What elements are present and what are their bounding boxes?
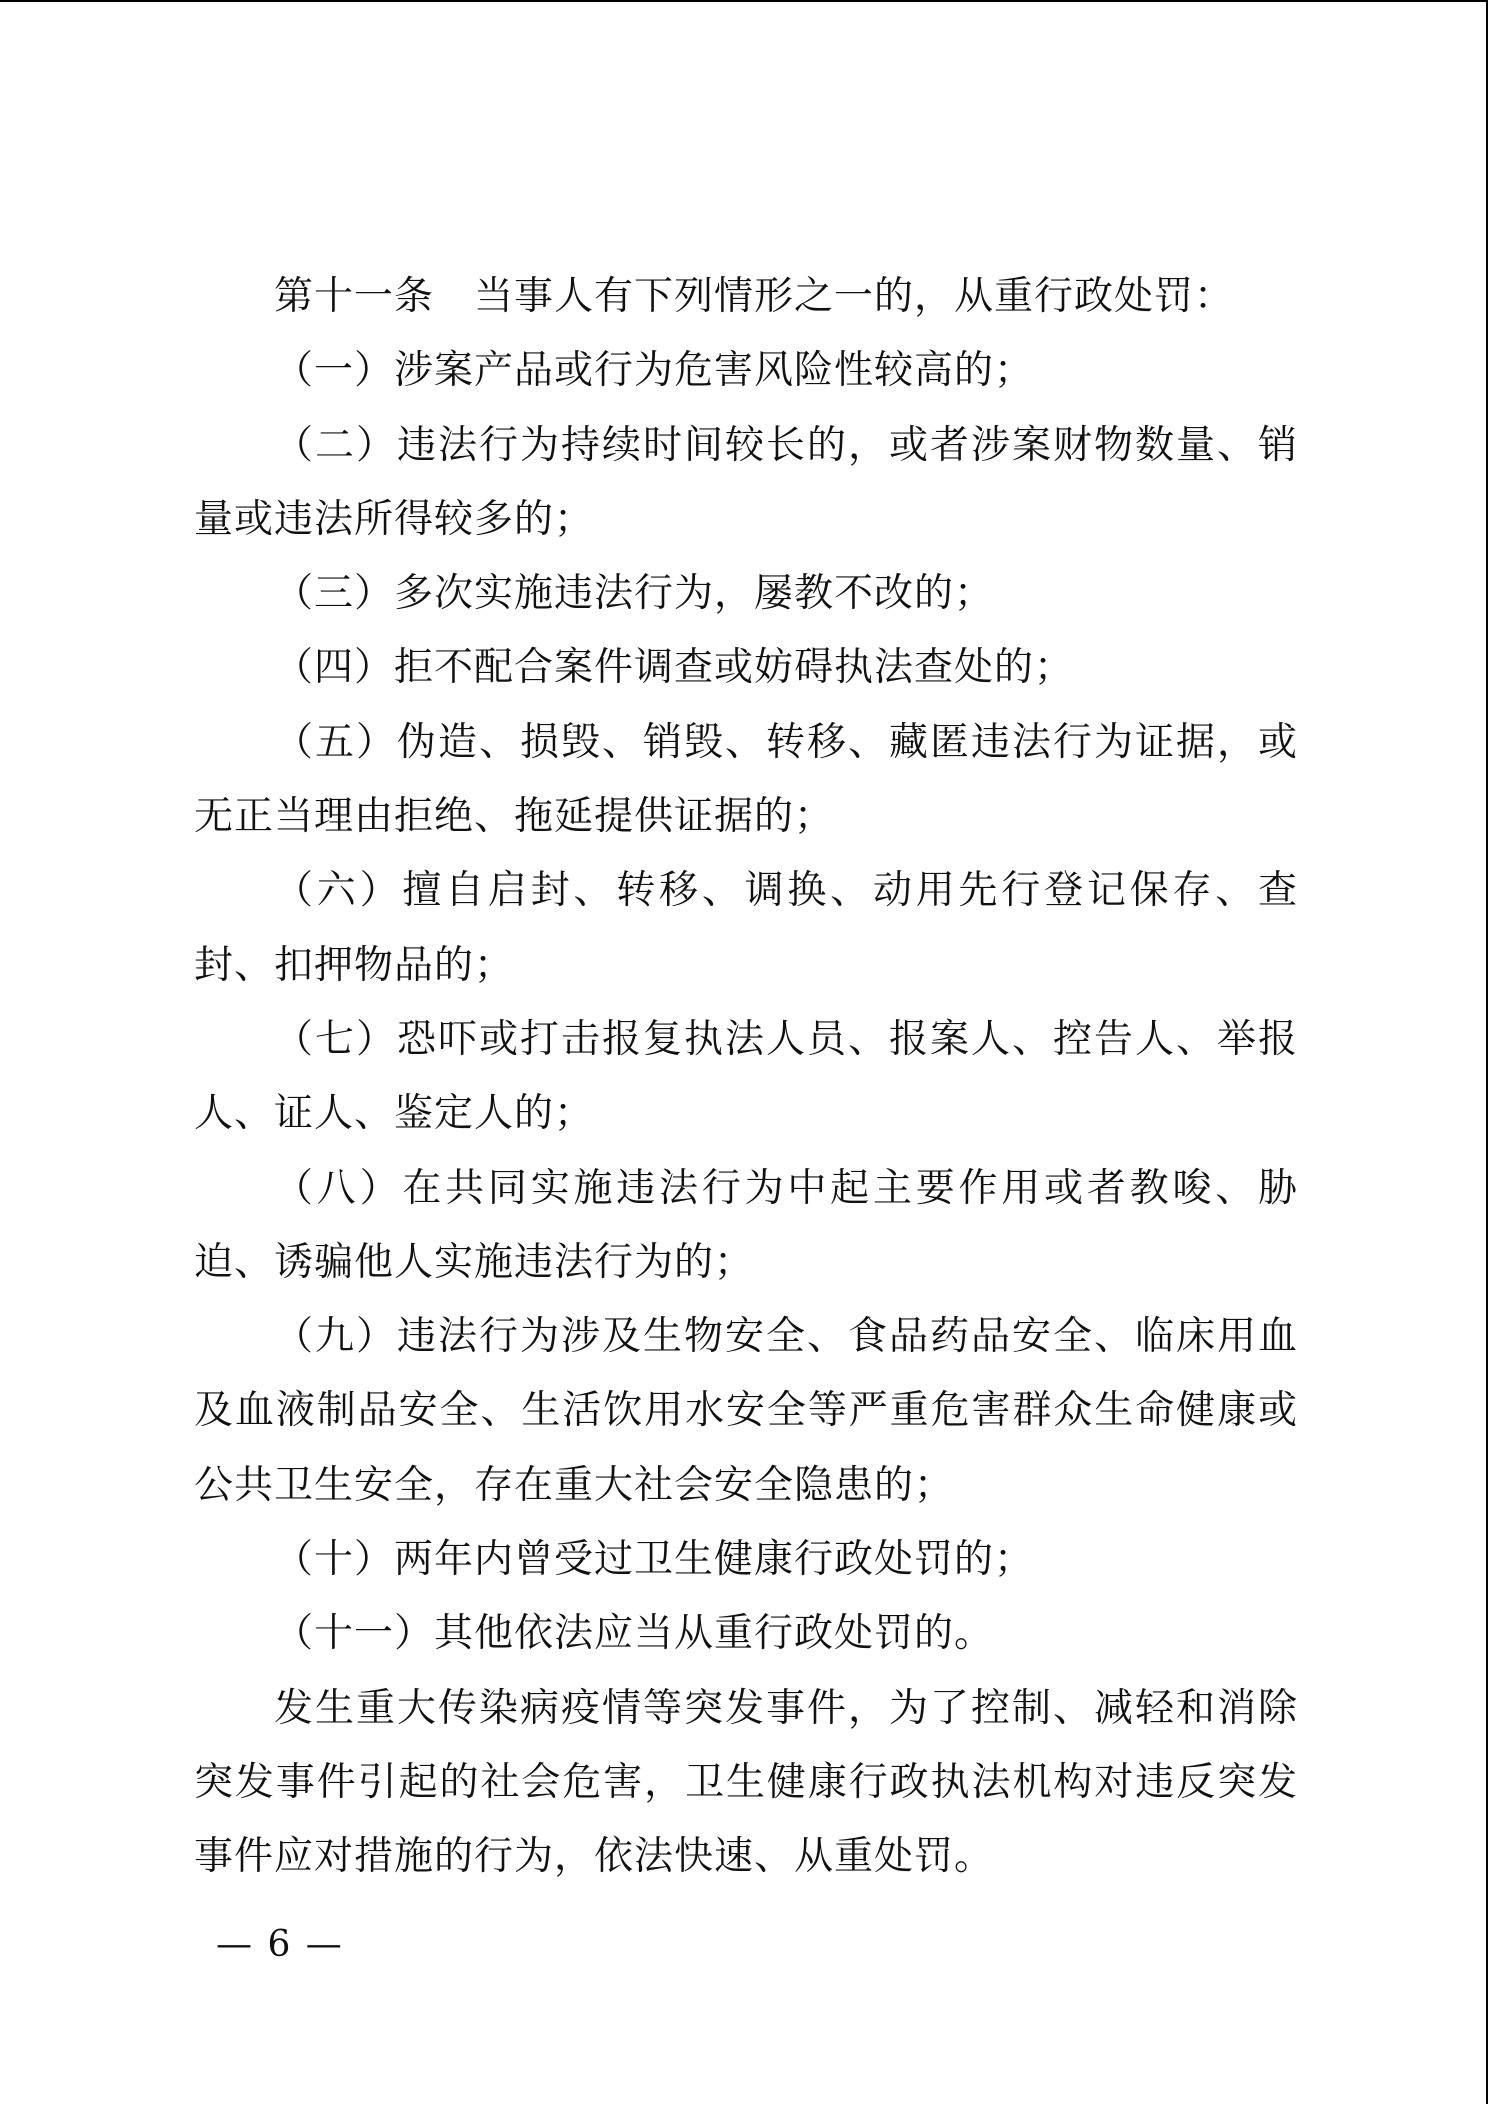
article-intro: 当事人有下列情形之一的，从重行政处罚： (474, 274, 1235, 319)
document-body (194, 260, 1298, 1895)
article-number: 第十一条 (274, 274, 435, 319)
list-item: （六）擅自启封、转移、调换、动用先行登记保存、查封、扣押物品的； (194, 868, 1298, 988)
list-item: （十）两年内曾受过卫生健康行政处罚的； (274, 1537, 1035, 1583)
list-item: （八）在共同实施违法行为中起主要作用或者教唆、胁迫、诱骗他人实施违法行为的； (194, 1165, 1298, 1285)
list-item: （十一）其他依法应当从重行政处罚的。 (274, 1611, 995, 1657)
list-item: （二）违法行为持续时间较长的，或者涉案财物数量、销量或违法所得较多的； (194, 422, 1298, 542)
page-number: — 6 — (216, 1924, 344, 1965)
list-item: （三）多次实施违法行为，屡教不改的； (274, 571, 995, 617)
article-heading (194, 260, 1298, 334)
closing-paragraph: 发生重大传染病疫情等突发事件，为了控制、减轻和消除突发事件引起的社会危害，卫生健康行政执法机构对违反突发事件应对措施的行为，依法快速、从重处罚。 (194, 1685, 1298, 1880)
list-item: （一）涉案产品或行为危害风险性较高的； (274, 348, 1035, 394)
list-item: （九）违法行为涉及生物安全、食品药品安全、临床用血及血液制品安全、生活饮用水安全等严重危害群众生命健康或公共卫生安全，存在重大社会安全隐患的； (194, 1314, 1298, 1508)
list-item: （四）拒不配合案件调查或妨碍执法查处的； (274, 645, 1075, 691)
list-item: （五）伪造、损毁、销毁、转移、藏匿违法行为证据，或无正当理由拒绝、拖延提供证据的； (194, 719, 1298, 840)
list-item: （七）恐吓或打击报复执法人员、报案人、控告人、举报人、证人、鉴定人的； (194, 1016, 1298, 1137)
